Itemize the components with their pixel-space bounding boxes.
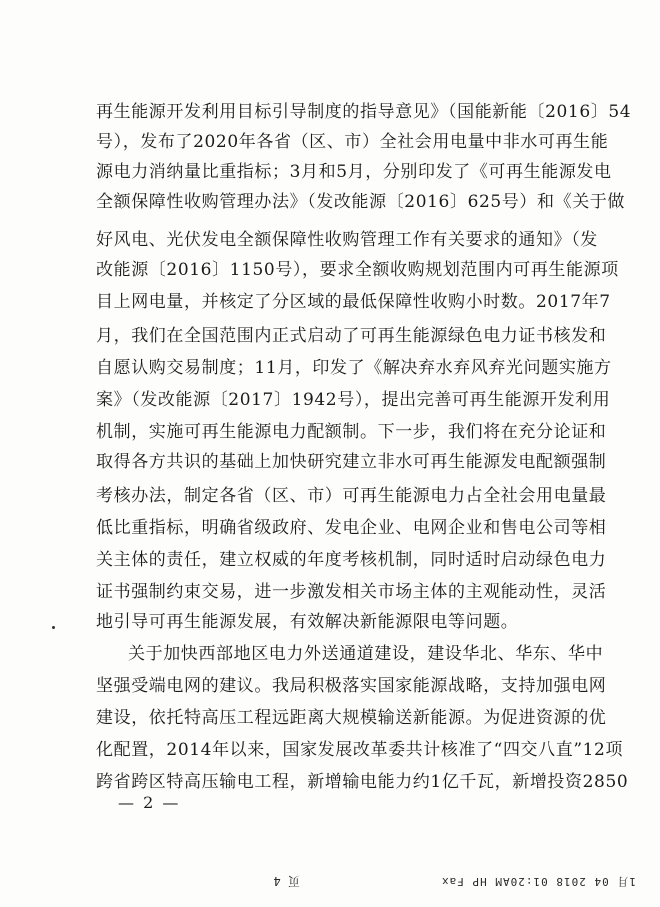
text-line: 月，我们在全国范围内正式启动了可再生能源绿色电力证书核发和 (96, 326, 607, 346)
text-line: 低比重指标，明确省级政府、发电企业、电网企业和售电公司等相 (96, 518, 607, 538)
text-line: 坚强受端电网的建议。我局积极落实国家能源战略，支持加强电网 (96, 676, 607, 696)
text-line: 建设，依托特高压工程远距离大规模输送新能源。为促进资源的优 (96, 708, 607, 728)
text-line: 好风电、光伏发电全额保障性收购管理工作有关要求的通知》（发 (96, 230, 598, 250)
fax-header (0, 872, 660, 894)
text-line: 案》（发改能源〔2017〕1942号），提出完善可再生能源开发利用 (96, 390, 611, 410)
text-line: 机制，实施可再生能源电力配额制。下一步，我们将在充分论证和 (96, 422, 607, 442)
fax-page-label: 页 4 (273, 874, 300, 888)
text-line: 全额保障性收购管理办法》（发改能源〔2016〕625号）和《关于做 (96, 192, 626, 212)
text-line: 关于加快西部地区电力外送通道建设，建设华北、华东、华中 (128, 644, 604, 664)
text-line: 改能源〔2016〕1150号），要求全额收购规划范围内可再生能源项 (96, 260, 619, 280)
text-line: 再生能源开发利用目标引导制度的指导意见》（国能新能〔2016〕54 (96, 102, 632, 122)
text-line: 证书强制约束交易，进一步激发相关市场主体的主观能动性，灵活 (96, 582, 607, 602)
fax-header-text: 1月 04 2018 01:20AM HP Fax (441, 875, 636, 888)
text-line: 考核办法，制定各省（区、市）可再生能源电力占全社会用电量最 (96, 486, 607, 506)
text-line: 关主体的责任，建立权威的年度考核机制，同时适时启动绿色电力 (96, 550, 607, 570)
text-line: 源电力消纳量比重指标；3月和5月，分别印发了《可再生能源发电 (96, 162, 612, 182)
text-line: 取得各方共识的基础上加快研究建立非水可再生能源发电配额强制 (96, 452, 607, 472)
text-line: 化配置，2014年以来，国家发展改革委共计核准了“四交八直”12项 (96, 740, 624, 760)
text-line: 自愿认购交易制度；11月，印发了《解决弃水弃风弃光问题实施方 (96, 358, 612, 378)
text-line: 地引导可再生能源发展，有效解决新能源限电等问题。 (96, 612, 519, 632)
text-line: 号），发布了2020年各省（区、市）全社会用电量中非水可再生能 (96, 132, 609, 152)
text-line: 跨省跨区特高压输电工程，新增输电能力约1亿千瓦，新增投资2850 (96, 772, 629, 792)
page-number: — 2 — (118, 793, 181, 812)
scan-speck (52, 626, 55, 629)
text-line: 目上网电量，并核定了分区域的最低保障性收购小时数。2017年7 (96, 292, 611, 312)
